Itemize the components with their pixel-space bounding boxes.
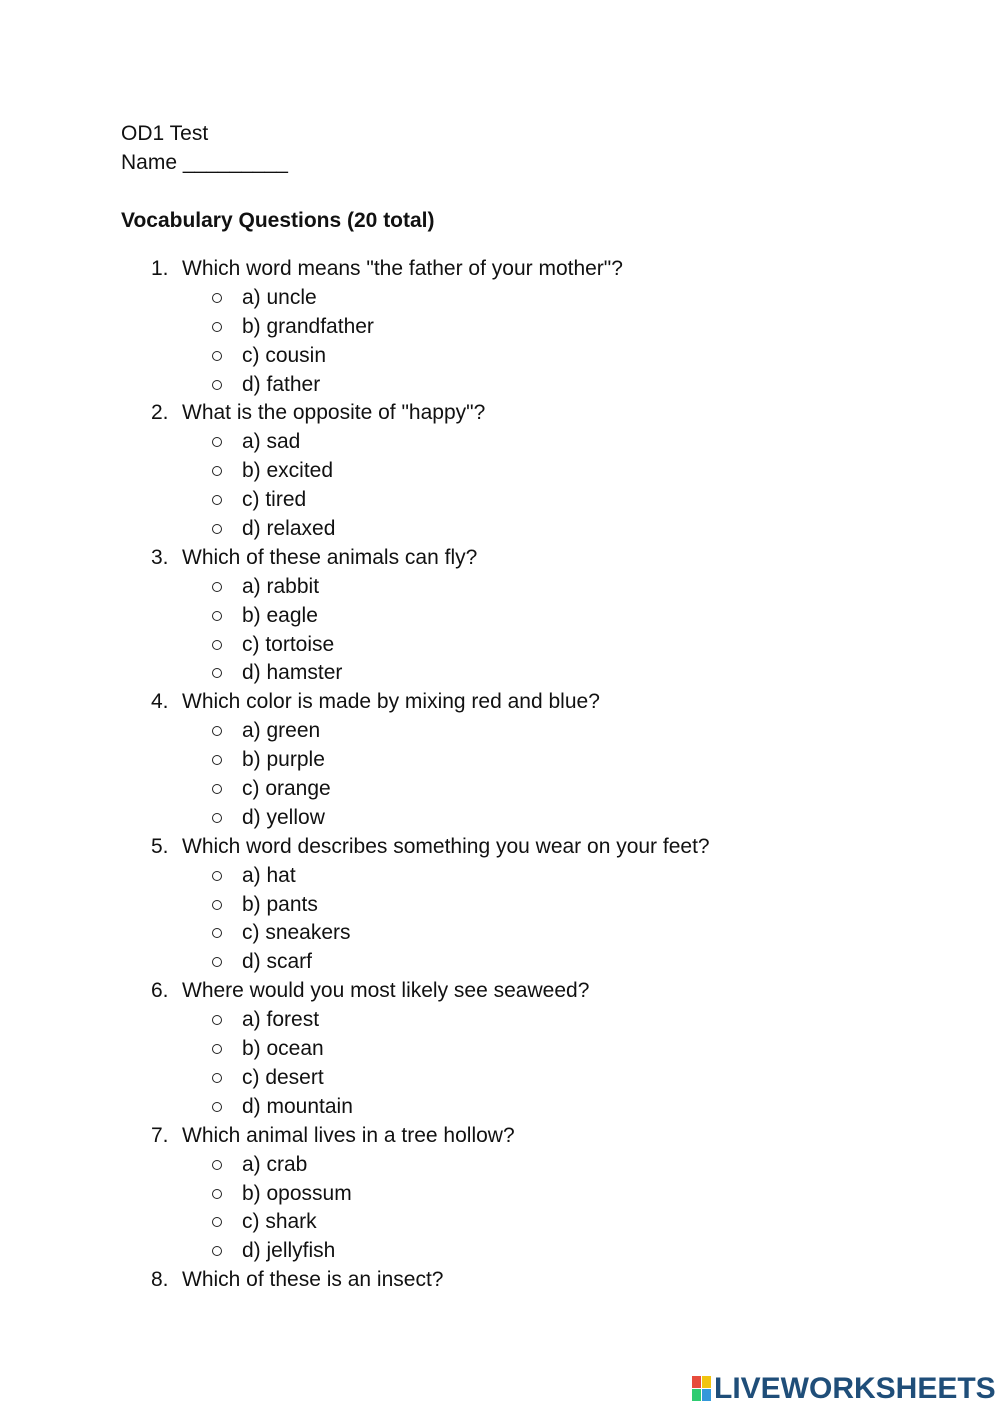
question-item <box>0 399 1000 543</box>
question-item <box>0 833 1000 977</box>
answer-option[interactable] <box>0 891 1000 920</box>
answer-option-text: c) tortoise <box>242 632 335 656</box>
question-item <box>0 255 1000 399</box>
liveworksheets-brand <box>692 1372 996 1406</box>
answer-option-text: b) ocean <box>242 1037 324 1061</box>
circle-bullet-icon <box>211 1160 225 1170</box>
answer-option[interactable] <box>0 428 1000 457</box>
question-text: Which of these is an insect? <box>182 1268 444 1292</box>
circle-bullet-icon <box>211 928 225 938</box>
question-list <box>0 255 1000 1295</box>
question-number: 2. <box>151 401 169 425</box>
circle-bullet-icon <box>211 466 225 476</box>
answer-option[interactable] <box>0 1035 1000 1064</box>
circle-bullet-icon <box>211 957 225 967</box>
question-item <box>0 1122 1000 1266</box>
answer-option[interactable] <box>0 1151 1000 1180</box>
answer-option[interactable] <box>0 342 1000 371</box>
answer-option[interactable] <box>0 486 1000 515</box>
answer-option-text: a) uncle <box>242 285 317 309</box>
answer-option-text: c) shark <box>242 1210 317 1234</box>
answer-option-text: d) scarf <box>242 950 313 974</box>
answer-option[interactable] <box>0 313 1000 342</box>
question-text: Which color is made by mixing red and blue? <box>182 690 600 714</box>
question-line <box>0 399 1000 428</box>
circle-bullet-icon <box>211 380 225 390</box>
answer-option-text: d) relaxed <box>242 517 336 541</box>
answer-option-text: b) opossum <box>242 1181 352 1205</box>
question-line <box>0 688 1000 717</box>
answer-option[interactable] <box>0 1064 1000 1093</box>
answer-option[interactable] <box>0 717 1000 746</box>
circle-bullet-icon <box>211 495 225 505</box>
question-item <box>0 544 1000 688</box>
answer-option-text: a) sad <box>242 430 301 454</box>
answer-option-text: b) purple <box>242 748 325 772</box>
answer-option[interactable] <box>0 862 1000 891</box>
answer-option-text: d) father <box>242 372 321 396</box>
question-text: Which of these animals can fly? <box>182 545 478 569</box>
question-number: 5. <box>151 834 169 858</box>
answer-option-text: a) green <box>242 719 321 743</box>
question-number: 3. <box>151 545 169 569</box>
answer-option[interactable] <box>0 746 1000 775</box>
question-line <box>0 1122 1000 1151</box>
question-text: Which word describes something you wear on your feet? <box>182 834 710 858</box>
circle-bullet-icon <box>211 784 225 794</box>
answer-option[interactable] <box>0 804 1000 833</box>
question-text: Which word means "the father of your mother"? <box>182 257 623 280</box>
circle-bullet-icon <box>211 293 225 303</box>
answer-option-text: b) eagle <box>242 603 318 627</box>
answer-option[interactable] <box>0 775 1000 804</box>
question-number: 7. <box>151 1123 169 1147</box>
circle-bullet-icon <box>211 871 225 881</box>
section-title: Vocabulary Questions (20 total) <box>121 209 435 232</box>
answer-option-text: b) grandfather <box>242 314 374 338</box>
circle-bullet-icon <box>211 668 225 678</box>
circle-bullet-icon <box>211 524 225 534</box>
answer-option[interactable] <box>0 1093 1000 1122</box>
question-number: 6. <box>151 979 169 1003</box>
name-field-line: Name _________ <box>121 151 288 174</box>
answer-option-text: d) jellyfish <box>242 1239 336 1263</box>
circle-bullet-icon <box>211 640 225 650</box>
liveworksheets-logo-icon <box>692 1376 712 1402</box>
question-line <box>0 833 1000 862</box>
answer-option-text: a) hat <box>242 863 296 887</box>
question-item <box>0 688 1000 832</box>
answer-option-text: b) excited <box>242 459 334 483</box>
answer-option[interactable] <box>0 919 1000 948</box>
answer-option-text: c) sneakers <box>242 921 351 945</box>
circle-bullet-icon <box>211 1015 225 1025</box>
answer-option[interactable] <box>0 515 1000 544</box>
answer-option-text: d) mountain <box>242 1094 353 1118</box>
circle-bullet-icon <box>211 1073 225 1083</box>
answer-option[interactable] <box>0 371 1000 400</box>
circle-bullet-icon <box>211 1217 225 1227</box>
circle-bullet-icon <box>211 437 225 447</box>
circle-bullet-icon <box>211 755 225 765</box>
answer-option[interactable] <box>0 948 1000 977</box>
question-text: Which animal lives in a tree hollow? <box>182 1123 515 1147</box>
answer-option[interactable] <box>0 1180 1000 1209</box>
circle-bullet-icon <box>211 726 225 736</box>
answer-option[interactable] <box>0 284 1000 313</box>
question-item <box>0 1266 1000 1295</box>
answer-option-text: a) forest <box>242 1008 320 1032</box>
answer-option[interactable] <box>0 457 1000 486</box>
answer-option[interactable] <box>0 1237 1000 1266</box>
answer-option[interactable] <box>0 573 1000 602</box>
answer-option[interactable] <box>0 659 1000 688</box>
answer-option-text: c) orange <box>242 777 331 801</box>
answer-option-text: c) tired <box>242 488 307 512</box>
test-title: OD1 Test <box>121 122 209 145</box>
circle-bullet-icon <box>211 582 225 592</box>
question-number: 4. <box>151 690 169 714</box>
circle-bullet-icon <box>211 611 225 621</box>
answer-option-text: b) pants <box>242 892 318 916</box>
answer-option[interactable] <box>0 631 1000 660</box>
question-text: What is the opposite of "happy"? <box>182 401 486 425</box>
answer-option-text: d) yellow <box>242 805 325 829</box>
answer-option-text: d) hamster <box>242 661 343 685</box>
circle-bullet-icon <box>211 1102 225 1112</box>
answer-option[interactable] <box>0 1006 1000 1035</box>
answer-option-text: a) crab <box>242 1152 308 1176</box>
question-number: 1. <box>151 257 169 280</box>
circle-bullet-icon <box>211 351 225 361</box>
question-text: Where would you most likely see seaweed? <box>182 979 590 1003</box>
question-line <box>0 977 1000 1006</box>
question-line <box>0 544 1000 573</box>
circle-bullet-icon <box>211 900 225 910</box>
question-line <box>0 255 1000 284</box>
answer-option-text: c) cousin <box>242 343 327 367</box>
answer-option-text: a) rabbit <box>242 574 320 598</box>
question-number: 8. <box>151 1268 169 1292</box>
question-item <box>0 977 1000 1121</box>
circle-bullet-icon <box>211 1246 225 1256</box>
answer-option[interactable] <box>0 1208 1000 1237</box>
question-line <box>0 1266 1000 1295</box>
answer-option[interactable] <box>0 602 1000 631</box>
answer-option-text: c) desert <box>242 1065 324 1089</box>
circle-bullet-icon <box>211 813 225 823</box>
brand-text: LIVEWORKSHEETS <box>714 1372 996 1405</box>
circle-bullet-icon <box>211 1044 225 1054</box>
circle-bullet-icon <box>211 322 225 332</box>
circle-bullet-icon <box>211 1189 225 1199</box>
